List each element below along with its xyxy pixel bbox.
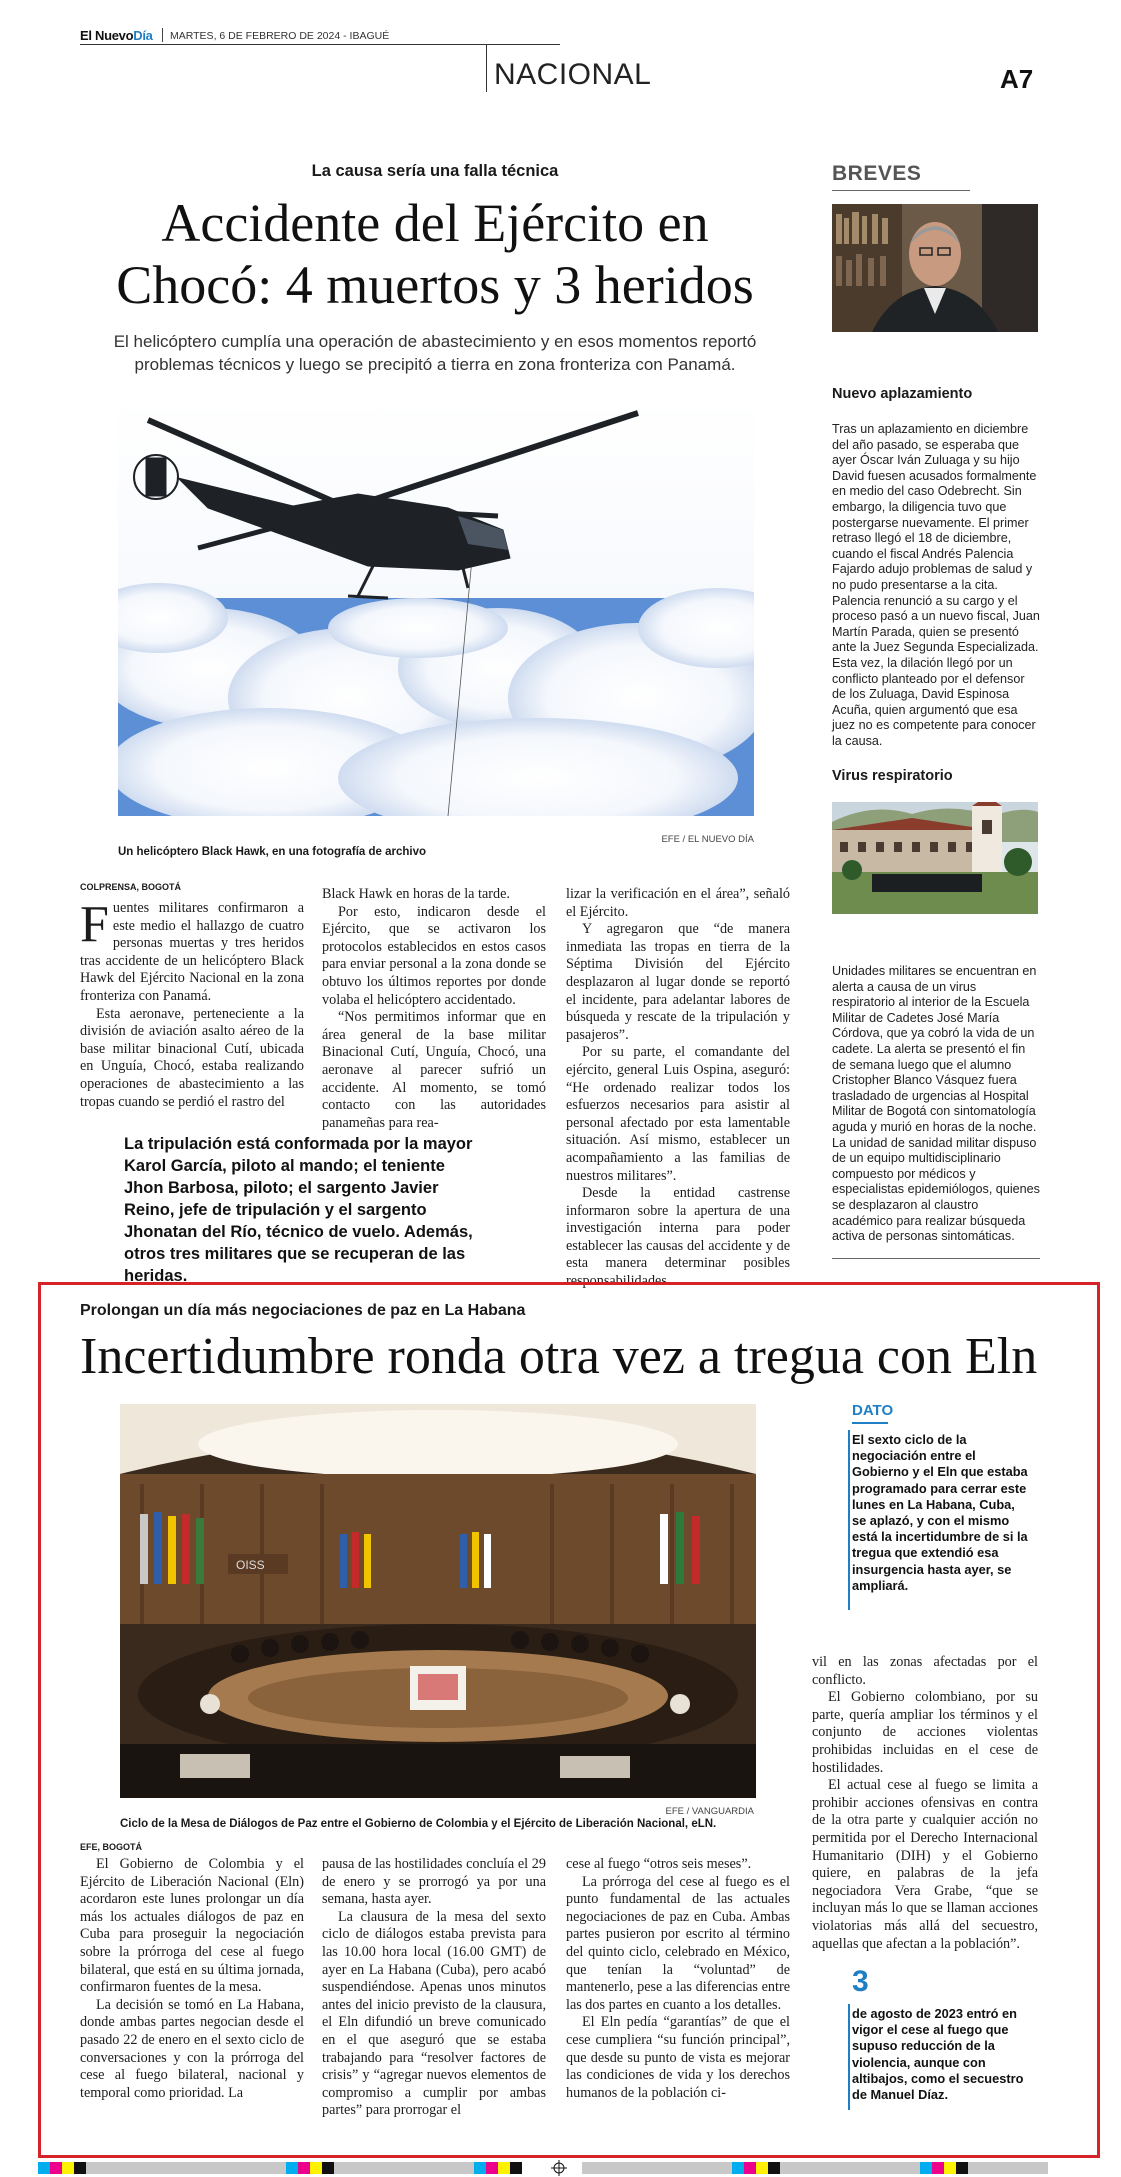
logo-part-a: El Nuevo [80,28,134,43]
article2-col2-p1: pausa de las hostilidades concluía el 29 de enero y se prorrogó ya por una semana, hasta ayer. [322,1856,546,1908]
article1-col2-p2: Por esto, indicaron desde el Ejército, que se activaron los protocolos establecidos en estos casos para enviar personal a la zona donde se obtuvo los últimos reportes por donde volaba el helicóptero accidentado. [322,903,546,1008]
article1-col1-p1: uentes militares confirmaron a este medio el hallazgo de cuatro personas muertas y tres heridos tras accidente de un helicóptero Black Hawk del Ejército Nacional en la zona fronteriza con Panamá. [80,900,304,1004]
article2-column-2 [322,1856,546,2120]
article1-kicker: La causa sería una falla técnica [311,162,559,180]
deck-line-1: El helicóptero cumplía una operación de abastecimiento y en esos momentos reportó [113,332,757,351]
article2-col4-p2: El Gobierno colombiano, por su parte, quería ampliar los términos y el conjunto de acciones violentas prohibidas incluidas en el cese de hostilidades. [812,1689,1038,1776]
article2-col3-p3: El Eln pedía “garantías” de que el cese cumpliera “su función principal”, que desde su punto de vista es mejorar las condiciones de vida y los derechos humanos de la población ci- [566,2014,790,2101]
section-name: NACIONAL [494,58,652,91]
dato-label: DATO [852,1402,894,1419]
article1-byline: COLPRENSA, BOGOTÁ [80,882,182,892]
article2-col3-p1: cese al fuego “otros seis meses”. [566,1856,752,1872]
breves-item1-text2: Esta vez, la dilación llegó por un conflicto planteado por el defensor de los Zuluaga, David Espinosa Acuña, quien argumentó que esa juez no es competente para conocer la causa. [832,655,1036,748]
fact-number: 3 [852,1965,869,1998]
article1-column-2 [322,886,546,1132]
article2-col2-p2: La clausura de la mesa del sexto ciclo de diálogos estaba prevista para las 10.00 hora local (16.00 GMT) de ayer en La Habana (Cuba), pero acabó suspendiéndose. Apenas unos minutos antes del inicio previsto de la clausura, el Eln difundió un breve comunicado en el que aseguró que se estaba trabajando para “resolver factores de crisis” y “agregar nuevos elementos de compromiso a cumplir por ambas partes” para prorrogar el [322,1908,546,2119]
article1-photo-credit: EFE / EL NUEVO DÍA [661,834,754,845]
article2-meeting-photo [120,1404,756,1798]
breves-item2-body [832,964,1040,1245]
article2-column-4 [812,1654,1038,1953]
article2-byline: EFE, BOGOTÁ [80,1842,143,1852]
page-number: A7 [1000,64,1034,94]
article2-photo-caption: Ciclo de la Mesa de Diálogos de Paz entre el Gobierno de Colombia y el Ejército de Liberación Nacional, eLN. [120,1818,717,1830]
breves-item2-text: Unidades militares se encuentran en alerta a causa de un virus respiratorio al interior de la Escuela Militar de Cadetes José María Córdova, que ya cobró la vida de un cadete. La alerta se presentó el fin de semana luego que el alumno Cristopher Blanco Vásquez fuera trasladado de urgencias al Hospital Militar de Bogotá con sintomatología aguda y murió en horas de la noche. La unidad de sanidad militar dispuso de un equipo multidisciplinario compuesto por médicos y especialistas epidemiólogos, quienes se desplazaron al claustro académico para realizar búsqueda activa de personas sintomáticas. [832,964,1040,1244]
breves-item1-title: Nuevo aplazamiento [832,386,973,402]
breves-item2-title: Virus respiratorio [832,768,953,784]
article1-col3-p4: Desde la entidad castrense informaron sobre la apertura de una investigación interna para poder establecer las causas del accidente y de esta manera determinar posibles responsabilidades. [566,1185,790,1290]
article2-col1-p2: La decisión se tomó en La Habana, donde ambas partes negocian desde el pasado 22 de enero en el sexto ciclo de conversaciones y con la prórroga del cese al fuego bilateral, nacional y temporal como prioridad. La [80,1996,304,2101]
article1-deck [80,330,790,376]
oiss-sign-text: OISS [236,1558,265,1572]
dateline: MARTES, 6 DE FEBRERO DE 2024 - IBAGUÉ [170,30,390,42]
article1-col2-p3: “Nos permitimos informar que en área general de la base militar Binacional Cutí, Unguía, Chocó, una aeronave al parecer sufrió un accidente. Al momento, se tomó contacto con las autoridades panameñas para rea- [322,1009,546,1131]
article2-column-3 [566,1856,790,2102]
masthead-logo [80,28,153,43]
print-color-bar-right [582,2162,1048,2174]
article1-column-3 [566,886,790,1291]
headline-line-1: Accidente del Ejército en [161,193,709,253]
registration-mark-icon [551,2160,567,2176]
print-color-bar-left [38,2162,522,2174]
dropcap: F [80,896,109,953]
dato-text: El sexto ciclo de la negociación entre el Gobierno y el Eln que estaba programado para cerrar este lunes en La Habana, Cuba, se aplazó, y con el mismo está la incertidumbre de si la tregua que extendió esa insurgencia hasta ayer, se ampliará. [852,1432,1028,1593]
article1-col3-p1: lizar la verificación en el área”, señaló el Ejército. [566,886,790,920]
article2-col1-p1: El Gobierno de Colombia y el Ejército de Liberación Nacional (Eln) acordaron este lunes prolongar un día más los actuales diálogos de paz en Cuba para proseguir la negociación sobre la prórroga del cese al fuego bilateral, que está en su última jornada, confirmaron fuentes de la mesa. [80,1856,304,1996]
masthead [80,26,1040,46]
deck-line-2: problemas técnicos y luego se precipitó a tierra en zona fronteriza con Panamá. [134,355,736,374]
article2-column-1 [80,1856,304,2102]
breves-label: BREVES [832,162,922,185]
article2-photo-credit: EFE / VANGUARDIA [665,1806,754,1817]
helicopter-photo [118,398,754,816]
breves-item1-body [832,422,1040,749]
article2-headline: Incertidumbre ronda otra vez a tregua con Eln [80,1328,1038,1385]
article1-photo-caption: Un helicóptero Black Hawk, en una fotografía de archivo [118,846,427,858]
article2-col4-p3: El actual cese al fuego se limita a prohibir acciones ofensivas en contra de la otra parte y cualquier acción no permitida por el Derecho Internacional Humanitario (DIH) y el Gobierno quiere, en palabras de la jefa negociadora Vera Grabe, “que se incluyan más lo que se llaman acciones violatorias más allá del secuestro, aquellas que afectan a la población”. [812,1777,1038,1952]
oiss-sign [228,1554,288,1574]
fact-text: de agosto de 2023 entró en vigor el cese al fuego que supuso reducción de la violencia, aunque con altibajos, como el secuestro de Manuel Díaz. [852,2006,1024,2103]
article1-pullquote: La tripulación está conformada por la mayor Karol García, piloto al mando; el teniente Jhon Barbosa, piloto; el sargento Javier Reino, jefe de tripulación y el sargento Jhonatan del Río, técnico de vuelo. Además, otros tres militares que se recuperan de las heridas. [124,1135,473,1285]
breves-photo-man [832,204,1038,332]
article1-col1-p2: Esta aeronave, perteneciente a la división de aviación asalto aéreo de la base militar binacional Cutí, ubicada en Unguía, Chocó, estaba realizando operaciones de abastecimiento a las tropas cuando se perdió el rastro del [80,1005,304,1110]
breves-item1-text: Tras un aplazamiento en diciembre del año pasado, se esperaba que ayer Óscar Iván Zuluaga y su hijo David fuesen acusados formalmente en medio del caso Odebrecht. Sin embargo, la diligencia tuvo que postergarse nuevamente. El primer retraso llegó el 18 de diciembre, cuando el fiscal Andrés Palencia Fajardo adujo problemas de salud y no pudo presentarse a la cita. Palencia renunció a su cargo y el proceso pasó a un nuevo fiscal, Juan Martín Parada, quien se presentó ante la Juez Segunda Especializada. [832,422,1040,655]
article2-col3-p2: La prórroga del cese al fuego es el punto fundamental de las actuales negociaciones de paz en Cuba. Ambas partes pusieron por escrito al término del quinto ciclo, celebrado en México, que tenían la “voluntad” de mantenerlo, pese a las diferencias entre las dos partes en cuanto a los detalles. [566,1873,790,2013]
article1-col3-p3: Por su parte, el comandante del ejército, general Luis Ospina, aseguró: “He ordenado realizar todos los esfuerzos necesarios para asistir al personal afectado por esta lamentable situación. Así mismo, establecer un acompañamiento a las familias de nuestros militares”. [566,1044,790,1184]
article2-col4-p1: vil en las zonas afectadas por el conflicto. [812,1654,1038,1688]
article2-kicker: Prolongan un día más negociaciones de paz en La Habana [80,1302,526,1319]
logo-part-b: Día [133,28,153,43]
breves-photo-military-school [832,802,1038,914]
article1-headline [80,192,790,316]
article1-column-1 [80,896,304,1111]
headline-line-2: Chocó: 4 muertos y 3 heridos [116,255,754,315]
article1-col2-p1: Black Hawk en horas de la tarde. [322,886,510,902]
article1-col3-p2: Y agregaron que “de manera inmediata las tropas en tierra de la Séptima División del Ejército desplazaron al lugar donde se reportó el incidente, para adelantar labores de búsqueda y rescate de la tripulación y pasajeros”. [566,921,790,1043]
